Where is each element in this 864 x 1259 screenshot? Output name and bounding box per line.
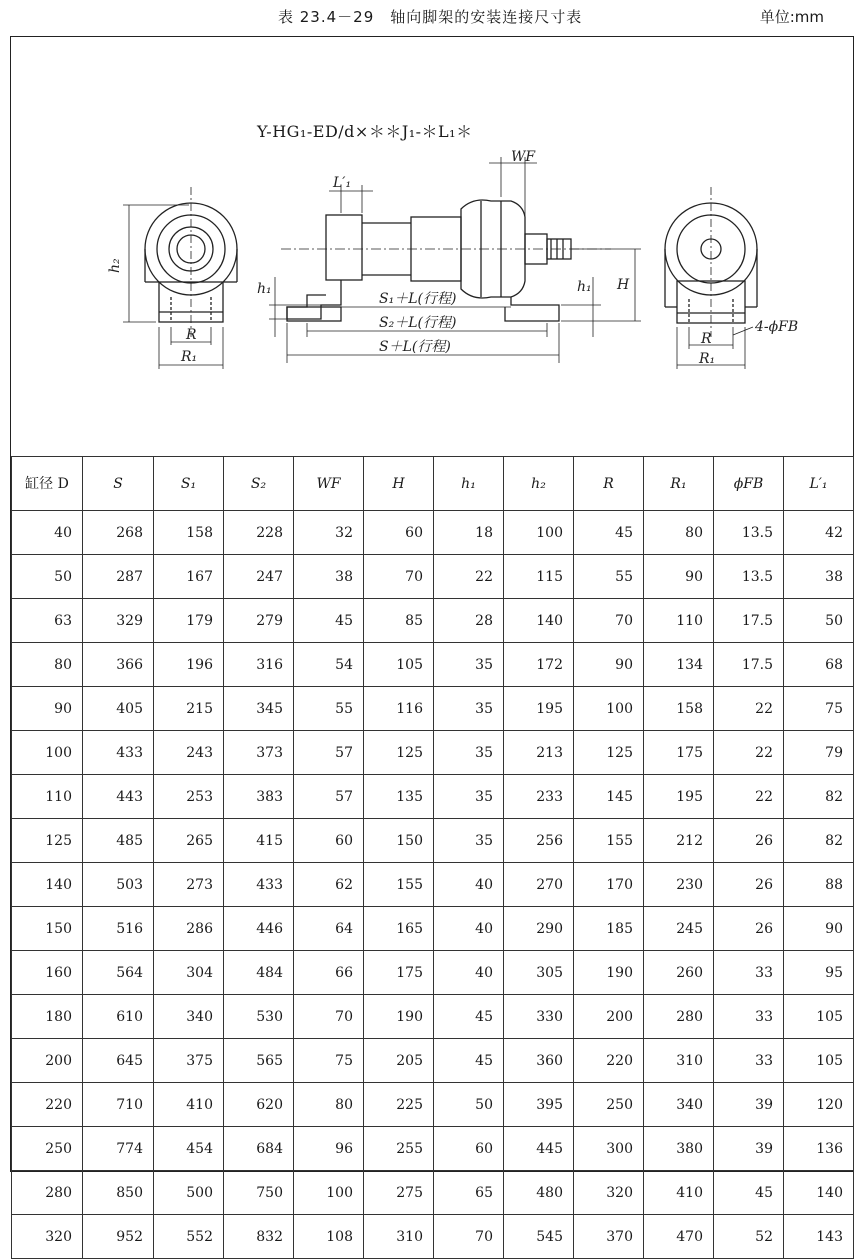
label-wf: WF (511, 149, 536, 165)
table-cell: 445 (504, 1127, 574, 1171)
table-cell: 116 (364, 687, 434, 731)
table-cell: 90 (784, 907, 854, 951)
table-cell: 446 (224, 907, 294, 951)
table-cell: 220 (12, 1083, 83, 1127)
table-cell: 220 (574, 1039, 644, 1083)
table-cell: 88 (784, 863, 854, 907)
table-cell: 55 (574, 555, 644, 599)
table-row (12, 511, 854, 555)
table-cell: 256 (504, 819, 574, 863)
table-cell: 180 (12, 995, 83, 1039)
table-cell: 279 (224, 599, 294, 643)
table-cell: 134 (644, 643, 714, 687)
table-cell: 158 (154, 511, 224, 555)
table-row (12, 951, 854, 995)
table-cell: 340 (154, 995, 224, 1039)
table-cell: 62 (294, 863, 364, 907)
col-header-h: H (364, 457, 434, 511)
table-cell: 108 (294, 1215, 364, 1259)
table-cell: 380 (644, 1127, 714, 1171)
label-R1-right: R₁ (699, 351, 716, 367)
table-cell: 35 (434, 643, 504, 687)
table-row (12, 599, 854, 643)
table-cell: 320 (12, 1215, 83, 1259)
table-row (12, 1215, 854, 1259)
label-R-right: R (701, 331, 712, 347)
table-cell: 80 (12, 643, 83, 687)
table-cell: 330 (504, 995, 574, 1039)
table-cell: 45 (714, 1171, 784, 1215)
table-cell: 287 (83, 555, 154, 599)
table-cell: 45 (574, 511, 644, 555)
table-cell: 40 (434, 863, 504, 907)
label-R1-left: R₁ (181, 349, 198, 365)
table-cell: 230 (644, 863, 714, 907)
table-cell: 82 (784, 819, 854, 863)
table-cell: 280 (12, 1171, 83, 1215)
table-cell: 50 (784, 599, 854, 643)
table-cell: 70 (364, 555, 434, 599)
table-cell: 60 (434, 1127, 504, 1171)
table-cell: 305 (504, 951, 574, 995)
table-cell: 22 (714, 731, 784, 775)
table-cell: 433 (224, 863, 294, 907)
table-cell: 300 (574, 1127, 644, 1171)
table-cell: 370 (574, 1215, 644, 1259)
label-s-stroke: S＋L(行程) (379, 339, 451, 355)
table-cell: 952 (83, 1215, 154, 1259)
table-cell: 228 (224, 511, 294, 555)
table-cell: 13.5 (714, 511, 784, 555)
table-cell: 485 (83, 819, 154, 863)
table-cell: 135 (364, 775, 434, 819)
table-cell: 516 (83, 907, 154, 951)
diagram-drawing (11, 37, 853, 456)
table-cell: 280 (644, 995, 714, 1039)
table-cell: 290 (504, 907, 574, 951)
table-cell: 95 (784, 951, 854, 995)
table-cell: 200 (574, 995, 644, 1039)
table-cell: 200 (12, 1039, 83, 1083)
table-cell: 196 (154, 643, 224, 687)
table-cell: 320 (574, 1171, 644, 1215)
table-cell: 620 (224, 1083, 294, 1127)
label-fb: 4-ϕFB (755, 319, 799, 335)
table-cell: 33 (714, 1039, 784, 1083)
label-l1: L′₁ (333, 175, 352, 191)
col-header-r: R (574, 457, 644, 511)
table-cell: 55 (294, 687, 364, 731)
table-cell: 470 (644, 1215, 714, 1259)
table-cell: 383 (224, 775, 294, 819)
table-row (12, 1083, 854, 1127)
table-cell: 405 (83, 687, 154, 731)
table-cell: 39 (714, 1127, 784, 1171)
table-cell: 140 (504, 599, 574, 643)
col-header-fb: ϕFB (714, 457, 784, 511)
table-cell: 105 (364, 643, 434, 687)
table-cell: 22 (714, 775, 784, 819)
table-cell: 360 (504, 1039, 574, 1083)
table-cell: 140 (12, 863, 83, 907)
table-cell: 79 (784, 731, 854, 775)
table-cell: 165 (364, 907, 434, 951)
table-cell: 85 (364, 599, 434, 643)
table-cell: 213 (504, 731, 574, 775)
table-cell: 125 (574, 731, 644, 775)
table-cell: 33 (714, 951, 784, 995)
table-cell: 645 (83, 1039, 154, 1083)
table-cell: 28 (434, 599, 504, 643)
table-cell: 90 (574, 643, 644, 687)
table-row (12, 907, 854, 951)
table-cell: 454 (154, 1127, 224, 1171)
col-header-h2: h₂ (504, 457, 574, 511)
table-cell: 375 (154, 1039, 224, 1083)
table-row (12, 995, 854, 1039)
table-cell: 39 (714, 1083, 784, 1127)
table-cell: 32 (294, 511, 364, 555)
table-cell: 105 (784, 995, 854, 1039)
table-cell: 340 (644, 1083, 714, 1127)
table-cell: 42 (784, 511, 854, 555)
label-h1-right: h₁ (577, 279, 592, 295)
table-cell: 155 (574, 819, 644, 863)
table-cell: 433 (83, 731, 154, 775)
table-cell: 18 (434, 511, 504, 555)
table-cell: 684 (224, 1127, 294, 1171)
table-cell: 110 (644, 599, 714, 643)
table-row (12, 555, 854, 599)
table-cell: 316 (224, 643, 294, 687)
table-row (12, 731, 854, 775)
table-cell: 286 (154, 907, 224, 951)
label-H: H (617, 277, 630, 293)
unit-label: 单位:mm (759, 8, 824, 26)
table-cell: 57 (294, 731, 364, 775)
table-title: 表 23.4－29 轴向脚架的安装连接尺寸表 (278, 8, 583, 26)
table-cell: 143 (784, 1215, 854, 1259)
table-cell: 80 (644, 511, 714, 555)
table-cell: 167 (154, 555, 224, 599)
table-cell: 552 (154, 1215, 224, 1259)
table-cell: 310 (644, 1039, 714, 1083)
table-cell: 247 (224, 555, 294, 599)
col-header-s: S (83, 457, 154, 511)
label-h2: h₂ (107, 258, 123, 273)
table-cell: 96 (294, 1127, 364, 1171)
table-cell: 22 (434, 555, 504, 599)
col-header-s2: S₂ (224, 457, 294, 511)
side-view (269, 157, 641, 363)
table-cell: 185 (574, 907, 644, 951)
table-cell: 415 (224, 819, 294, 863)
col-header-r1: R₁ (644, 457, 714, 511)
table-cell: 75 (294, 1039, 364, 1083)
table-cell: 270 (504, 863, 574, 907)
table-cell: 40 (12, 511, 83, 555)
table-cell: 530 (224, 995, 294, 1039)
table-cell: 265 (154, 819, 224, 863)
table-body (12, 511, 854, 1259)
table-cell: 158 (644, 687, 714, 731)
table-cell: 26 (714, 863, 784, 907)
table-cell: 253 (154, 775, 224, 819)
table-cell: 82 (784, 775, 854, 819)
table-cell: 310 (364, 1215, 434, 1259)
label-h1-left: h₁ (257, 281, 272, 297)
table-cell: 250 (12, 1127, 83, 1171)
table-cell: 366 (83, 643, 154, 687)
page-header (0, 0, 864, 36)
table-cell: 170 (574, 863, 644, 907)
left-end-view (123, 187, 237, 369)
table-cell: 63 (12, 599, 83, 643)
table-cell: 115 (504, 555, 574, 599)
table-cell: 850 (83, 1171, 154, 1215)
table-cell: 90 (644, 555, 714, 599)
table-row (12, 643, 854, 687)
table-cell: 212 (644, 819, 714, 863)
table-cell: 45 (434, 995, 504, 1039)
table-cell: 484 (224, 951, 294, 995)
table-cell: 260 (644, 951, 714, 995)
table-row (12, 1127, 854, 1171)
table-cell: 179 (154, 599, 224, 643)
table-row (12, 1171, 854, 1215)
table-cell: 26 (714, 907, 784, 951)
table-cell: 80 (294, 1083, 364, 1127)
table-cell: 65 (434, 1171, 504, 1215)
dimensions-table (11, 456, 854, 1259)
table-cell: 480 (504, 1171, 574, 1215)
table-cell: 564 (83, 951, 154, 995)
table-cell: 57 (294, 775, 364, 819)
table-cell: 45 (434, 1039, 504, 1083)
table-cell: 13.5 (714, 555, 784, 599)
table-cell: 50 (434, 1083, 504, 1127)
table-cell: 243 (154, 731, 224, 775)
table-cell: 373 (224, 731, 294, 775)
table-cell: 70 (434, 1215, 504, 1259)
table-cell: 35 (434, 687, 504, 731)
label-R-left: R (186, 327, 197, 343)
table-cell: 750 (224, 1171, 294, 1215)
table-cell: 100 (504, 511, 574, 555)
table-cell: 54 (294, 643, 364, 687)
table-cell: 503 (83, 863, 154, 907)
table-cell: 17.5 (714, 643, 784, 687)
table-cell: 75 (784, 687, 854, 731)
table-cell: 175 (364, 951, 434, 995)
table-cell: 38 (294, 555, 364, 599)
table-cell: 105 (784, 1039, 854, 1083)
table-row (12, 687, 854, 731)
table-cell: 195 (504, 687, 574, 731)
table-cell: 410 (644, 1171, 714, 1215)
table-cell: 22 (714, 687, 784, 731)
table-cell: 120 (784, 1083, 854, 1127)
table-header-row (12, 457, 854, 511)
table-row (12, 775, 854, 819)
table-cell: 395 (504, 1083, 574, 1127)
table-cell: 500 (154, 1171, 224, 1215)
table-cell: 70 (574, 599, 644, 643)
table-cell: 610 (83, 995, 154, 1039)
table-cell: 35 (434, 731, 504, 775)
table-row (12, 1039, 854, 1083)
table-cell: 545 (504, 1215, 574, 1259)
table-cell: 90 (12, 687, 83, 731)
table-cell: 205 (364, 1039, 434, 1083)
table-cell: 50 (12, 555, 83, 599)
table-cell: 273 (154, 863, 224, 907)
table-cell: 125 (364, 731, 434, 775)
table-cell: 245 (644, 907, 714, 951)
table-cell: 268 (83, 511, 154, 555)
table-cell: 155 (364, 863, 434, 907)
table-cell: 215 (154, 687, 224, 731)
table-cell: 52 (714, 1215, 784, 1259)
table-cell: 45 (294, 599, 364, 643)
label-s2-stroke: S₂＋L(行程) (379, 315, 457, 331)
table-cell: 250 (574, 1083, 644, 1127)
table-cell: 832 (224, 1215, 294, 1259)
table-cell: 64 (294, 907, 364, 951)
mounting-diagram (11, 37, 853, 456)
table-cell: 172 (504, 643, 574, 687)
table-cell: 17.5 (714, 599, 784, 643)
table-cell: 410 (154, 1083, 224, 1127)
table-cell: 140 (784, 1171, 854, 1215)
table-cell: 190 (574, 951, 644, 995)
col-header-l1: L′₁ (784, 457, 854, 511)
table-cell: 38 (784, 555, 854, 599)
table-row (12, 819, 854, 863)
table-cell: 70 (294, 995, 364, 1039)
model-formula: Y-HG₁-ED/d×＊＊J₁-＊L₁＊ (257, 122, 473, 141)
table-cell: 125 (12, 819, 83, 863)
col-header-s1: S₁ (154, 457, 224, 511)
table-cell: 60 (364, 511, 434, 555)
table-cell: 329 (83, 599, 154, 643)
table-cell: 33 (714, 995, 784, 1039)
table-cell: 35 (434, 819, 504, 863)
table-cell: 565 (224, 1039, 294, 1083)
table-cell: 304 (154, 951, 224, 995)
col-header-bore: 缸径 D (12, 457, 83, 511)
table-cell: 233 (504, 775, 574, 819)
table-cell: 774 (83, 1127, 154, 1171)
table-cell: 68 (784, 643, 854, 687)
table-cell: 255 (364, 1127, 434, 1171)
table-cell: 100 (12, 731, 83, 775)
label-s1-stroke: S₁＋L(行程) (379, 291, 457, 307)
table-cell: 40 (434, 907, 504, 951)
table-cell: 443 (83, 775, 154, 819)
col-header-wf: WF (294, 457, 364, 511)
table-cell: 195 (644, 775, 714, 819)
table-cell: 710 (83, 1083, 154, 1127)
table-cell: 26 (714, 819, 784, 863)
col-header-h1: h₁ (434, 457, 504, 511)
table-cell: 110 (12, 775, 83, 819)
table-cell: 190 (364, 995, 434, 1039)
table-cell: 345 (224, 687, 294, 731)
table-cell: 225 (364, 1083, 434, 1127)
table-cell: 150 (12, 907, 83, 951)
table-cell: 136 (784, 1127, 854, 1171)
table-cell: 60 (294, 819, 364, 863)
table-cell: 100 (294, 1171, 364, 1215)
table-cell: 40 (434, 951, 504, 995)
table-cell: 35 (434, 775, 504, 819)
table-cell: 275 (364, 1171, 434, 1215)
table-frame (10, 36, 854, 1245)
table-cell: 145 (574, 775, 644, 819)
table-row (12, 863, 854, 907)
table-cell: 66 (294, 951, 364, 995)
table-cell: 150 (364, 819, 434, 863)
table-cell: 160 (12, 951, 83, 995)
table-cell: 100 (574, 687, 644, 731)
table-cell: 175 (644, 731, 714, 775)
